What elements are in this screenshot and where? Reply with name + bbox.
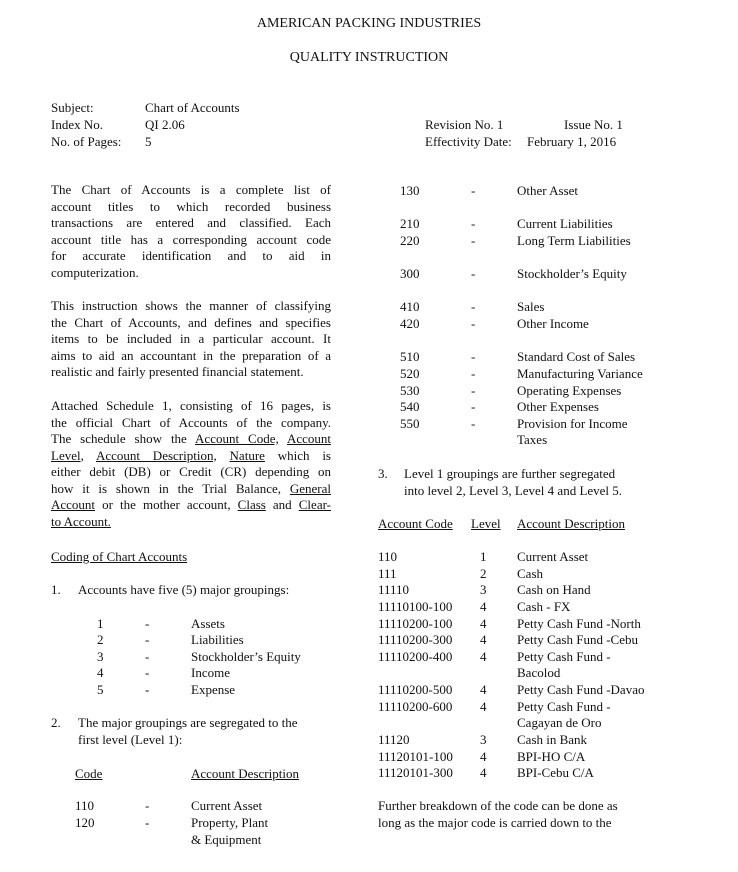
text-line: for accurate identification and to aid in — [51, 248, 331, 263]
account-code: 11120101-100 — [378, 749, 453, 764]
table-row-continuation — [0, 715, 738, 732]
text-line: The Chart of Accounts is a complete list of — [51, 182, 331, 197]
dash: - — [471, 383, 476, 398]
table-row-continuation — [0, 832, 360, 849]
list-item-text: first level (Level 1): — [78, 732, 183, 747]
account-code: 11110 — [378, 582, 410, 597]
table-row-continuation — [0, 665, 738, 682]
account-code: 300 — [400, 266, 420, 281]
account-description: Provision for Income — [517, 416, 628, 431]
account-code: 11120101-300 — [378, 765, 453, 780]
table-row — [0, 316, 738, 333]
account-description: Petty Cash Fund - — [517, 649, 611, 664]
general-account-term: General — [289, 480, 331, 496]
group-name: Income — [191, 665, 230, 680]
text-line: items to be included in a particular account. It — [51, 331, 331, 346]
dash: - — [471, 266, 476, 281]
column-header-level: Level — [471, 516, 501, 531]
table-row — [0, 732, 738, 749]
account-description: BPI-HO C/A — [517, 749, 586, 764]
class-term: Class — [237, 497, 266, 512]
table-row — [0, 616, 738, 633]
account-description: Other Asset — [517, 183, 579, 198]
text-line: the official Chart of Accounts of the company. — [51, 414, 331, 430]
list-item-number: 2. — [51, 715, 61, 730]
account-description: & Equipment — [191, 832, 262, 847]
table-row-continuation — [0, 432, 738, 449]
list-item-number: 3. — [378, 466, 388, 481]
text-line: account title has a corresponding account code — [51, 231, 331, 247]
account-description-term: Account Description, — [95, 447, 217, 463]
list-item-text: Level 1 groupings are further segregated — [404, 466, 616, 481]
account-level: 4 — [480, 616, 487, 631]
account-code: 540 — [400, 399, 420, 414]
text-line: aims to aid an accountant in the preparation of a — [51, 347, 331, 363]
account-description: Cash - FX — [517, 599, 571, 614]
list-item-text: Accounts have five (5) major groupings: — [78, 582, 290, 597]
table-row — [0, 183, 738, 200]
dash: - — [471, 349, 476, 364]
text-line: transactions are entered and classified. Each — [51, 215, 331, 230]
account-level: 4 — [480, 649, 487, 664]
pages-value: 5 — [145, 134, 152, 149]
dash: - — [145, 616, 150, 631]
column-header-code: Code — [75, 766, 103, 781]
clear-to-account-term: to Account. — [51, 513, 111, 529]
account-code: 510 — [400, 349, 420, 364]
dash: - — [471, 399, 476, 414]
text-line — [51, 514, 331, 531]
dash: - — [471, 233, 476, 248]
section-title: Coding of Chart Accounts — [51, 549, 188, 564]
account-code: 420 — [400, 316, 420, 331]
table-row — [0, 699, 738, 716]
text-line — [51, 497, 331, 514]
account-description: Manufacturing Variance — [517, 366, 643, 381]
account-description: Cash — [517, 566, 543, 581]
table-row — [0, 749, 738, 766]
table-row — [0, 399, 738, 416]
account-description: Petty Cash Fund -Davao — [517, 682, 645, 697]
account-description: Standard Cost of Sales — [517, 349, 636, 364]
company-name: AMERICAN PACKING INDUSTRIES — [256, 16, 482, 31]
group-name: Stockholder’s Equity — [191, 649, 301, 664]
text-line: This instruction shows the manner of classifying — [51, 298, 331, 313]
table-row — [0, 582, 738, 599]
account-level: 2 — [480, 566, 487, 581]
account-code: 550 — [400, 416, 420, 431]
text-span: which is — [264, 447, 331, 463]
account-description: Taxes — [517, 432, 548, 447]
group-name: Expense — [191, 682, 236, 697]
account-description: Cash on Hand — [517, 582, 591, 597]
dash: - — [145, 682, 150, 697]
account-code: 11110200-400 — [378, 649, 453, 664]
account-level: 4 — [480, 765, 487, 780]
column-header-account-description: Account Description — [517, 516, 625, 531]
dash: - — [471, 216, 476, 231]
group-code: 1 — [97, 616, 104, 631]
list-item-number: 1. — [51, 582, 61, 597]
dash: - — [471, 416, 476, 431]
account-description: Operating Expenses — [517, 383, 622, 398]
table-row — [0, 599, 738, 616]
table-row — [0, 549, 738, 566]
table-row — [0, 416, 738, 433]
account-description: Petty Cash Fund -North — [517, 616, 641, 631]
account-level: 4 — [480, 699, 487, 714]
index-value: QI 2.06 — [145, 117, 185, 132]
dash: - — [145, 798, 150, 813]
index-label: Index No. — [51, 117, 103, 132]
text-span: and — [265, 497, 299, 512]
account-code: 11110100-100 — [378, 599, 453, 614]
group-code: 4 — [97, 665, 104, 680]
dash: - — [471, 183, 476, 198]
dash: - — [145, 649, 150, 664]
account-level: 4 — [480, 682, 487, 697]
account-description: Cagayan de Oro — [517, 715, 602, 730]
account-description: Current Asset — [191, 798, 263, 813]
text-line: Attached Schedule 1, consisting of 16 pages, is — [51, 398, 331, 413]
text-span: or the mother account, — [95, 497, 238, 512]
account-level: 4 — [480, 749, 487, 764]
account-code: 110 — [75, 798, 95, 813]
dash: - — [471, 366, 476, 381]
account-level: 3 — [480, 732, 487, 747]
clear-to-account-term: Clear- — [298, 497, 331, 512]
account-description: Petty Cash Fund - — [517, 699, 611, 714]
table-row — [0, 798, 360, 815]
account-code: 11110200-600 — [378, 699, 453, 714]
account-code: 530 — [400, 383, 420, 398]
account-description: Current Asset — [517, 549, 589, 564]
text-line — [51, 481, 331, 498]
account-code-term: Account Code, — [195, 431, 279, 446]
text-line: realistic and fairly presented financial statement. — [51, 364, 304, 379]
account-code: 130 — [400, 183, 420, 198]
account-level: 4 — [480, 599, 487, 614]
account-code: 410 — [400, 299, 420, 314]
subject-value: Chart of Accounts — [145, 100, 240, 115]
account-code: 11120 — [378, 732, 410, 747]
nature-term: Nature — [229, 447, 265, 463]
account-code: 110 — [378, 549, 398, 564]
group-code: 2 — [97, 632, 104, 647]
dash: - — [145, 632, 150, 647]
account-description: Other Income — [517, 316, 589, 331]
account-level: 4 — [480, 632, 487, 647]
pages-label: No. of Pages: — [51, 134, 122, 149]
dash: - — [471, 316, 476, 331]
table-row — [0, 815, 360, 832]
table-row — [0, 765, 738, 782]
text-line: computerization. — [51, 264, 139, 280]
document-type: QUALITY INSTRUCTION — [289, 50, 449, 65]
account-description: Property, Plant — [191, 815, 269, 830]
text-span: how it is shown in the Trial Balance, — [51, 480, 290, 496]
subject-label: Subject: — [51, 100, 94, 115]
column-header-account-code: Account Code — [378, 516, 453, 531]
group-name: Assets — [191, 616, 225, 631]
column-header-description: Account Description — [191, 766, 299, 781]
account-description: BPI-Cebu C/A — [517, 765, 594, 780]
effectivity-value: February 1, 2016 — [527, 134, 617, 149]
list-item-text: The major groupings are segregated to the — [78, 715, 298, 730]
account-description: Cash in Bank — [517, 732, 588, 747]
account-code: 210 — [400, 216, 420, 231]
table-row — [0, 682, 738, 699]
text-line: account titles to which recorded business — [51, 198, 331, 214]
account-description: Sales — [517, 299, 545, 314]
table-row — [0, 299, 738, 316]
text-line: either debit (DB) or Credit (CR) depending on — [51, 464, 331, 479]
dash: - — [145, 665, 150, 680]
account-code: 11110200-300 — [378, 632, 453, 647]
account-code: 111 — [378, 566, 397, 581]
account-description: Other Expenses — [517, 399, 599, 414]
table-row — [0, 649, 738, 666]
table-row — [0, 566, 738, 583]
account-description: Current Liabilities — [517, 216, 613, 231]
text-line: the Chart of Accounts, and defines and specifies — [51, 314, 331, 330]
group-code: 3 — [97, 649, 104, 664]
dash: - — [145, 815, 150, 830]
account-level-term: Account — [286, 431, 331, 446]
account-level-term: Level, — [51, 447, 84, 463]
account-level: 1 — [480, 549, 487, 564]
group-name: Liabilities — [191, 632, 244, 647]
table-row — [0, 366, 738, 383]
account-description: Petty Cash Fund -Cebu — [517, 632, 638, 647]
table-row — [0, 216, 738, 233]
account-level: 3 — [480, 582, 487, 597]
closing-text-line: Further breakdown of the code can be done as — [378, 798, 618, 813]
account-code: 520 — [400, 366, 420, 381]
account-code: 220 — [400, 233, 420, 248]
effectivity-label: Effectivity Date: — [425, 134, 512, 149]
list-item-text: into level 2, Level 3, Level 4 and Level 5. — [404, 483, 623, 498]
account-code: 11110200-500 — [378, 682, 453, 697]
issue-number: Issue No. 1 — [564, 117, 623, 132]
table-row — [0, 383, 738, 400]
closing-text-line: long as the major code is carried down to the — [378, 815, 612, 830]
account-code: 11110200-100 — [378, 616, 453, 631]
account-code: 120 — [75, 815, 95, 830]
table-row — [0, 266, 738, 283]
account-description: Bacolod — [517, 665, 561, 680]
revision-number: Revision No. 1 — [425, 117, 504, 132]
text-span: The schedule show the — [51, 431, 196, 446]
general-account-term: Account — [51, 497, 96, 512]
group-code: 5 — [97, 682, 104, 697]
table-row — [0, 233, 738, 250]
text-line — [51, 448, 331, 465]
dash: - — [471, 299, 476, 314]
account-description: Stockholder’s Equity — [517, 266, 627, 281]
table-row — [0, 349, 738, 366]
table-row — [0, 632, 738, 649]
account-description: Long Term Liabilities — [517, 233, 631, 248]
